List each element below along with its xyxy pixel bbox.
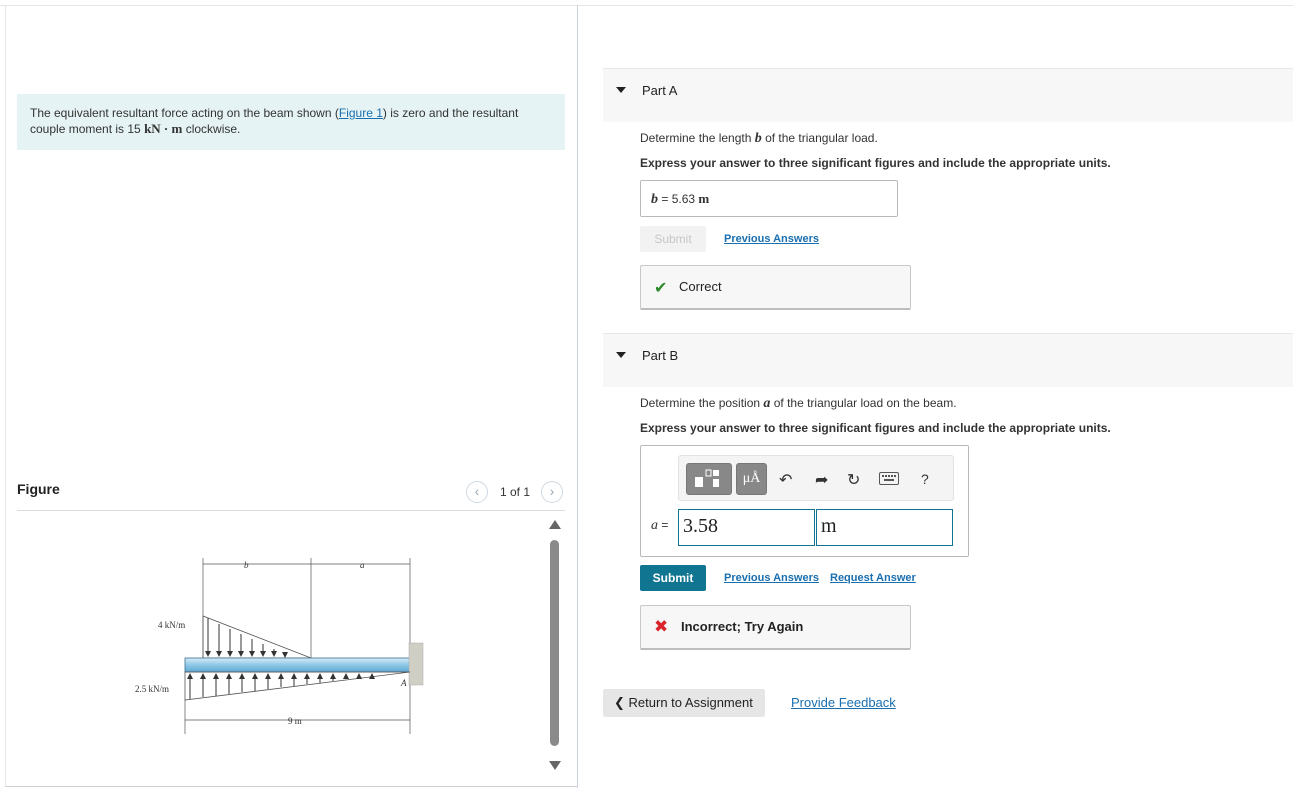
part-a-question	[640, 131, 878, 147]
beam-figure	[120, 548, 440, 738]
part-b-question-text-end: of the triangular load on the beam.	[770, 396, 957, 410]
chevron-left-icon: ❮	[614, 695, 625, 710]
moment-unit: kN · m	[144, 121, 183, 136]
undo-icon[interactable]: ↶	[779, 472, 793, 489]
part-a-answer-var: b	[651, 192, 658, 207]
part-a-answer-unit: m	[698, 191, 710, 206]
keyboard-icon[interactable]	[879, 472, 899, 485]
return-label: Return to Assignment	[628, 695, 753, 710]
part-a-submit-button: Submit	[640, 226, 706, 252]
load-label-bottom: 2.5 kN/m	[135, 684, 170, 694]
reset-icon[interactable]: ↻	[847, 472, 861, 489]
caret-down-icon[interactable]	[616, 87, 626, 93]
redo-icon[interactable]: ➦	[815, 472, 829, 489]
part-a-answer-eq: =	[658, 192, 672, 206]
value-input[interactable]: 3.58	[678, 509, 815, 546]
part-a-feedback-text: Correct	[679, 279, 722, 294]
next-figure-button[interactable]	[541, 481, 563, 503]
request-answer-link[interactable]: Request Answer	[830, 572, 916, 584]
figure-header	[17, 478, 565, 511]
figure-scrollbar[interactable]	[549, 520, 559, 772]
part-b-instructions: Express your answer to three significant figures and include the appropriate units.	[640, 421, 1111, 435]
prev-figure-button[interactable]	[466, 481, 488, 503]
part-a-instructions: Express your answer to three significant figures and include the appropriate units.	[640, 156, 1111, 170]
scroll-down-arrow-icon[interactable]	[549, 761, 561, 770]
checkmark-icon: ✔	[654, 280, 668, 297]
figure-pager: 1 of 1	[500, 485, 531, 499]
chevron-left-icon: ‹	[474, 483, 480, 499]
part-b-question	[640, 396, 957, 412]
problem-statement	[17, 94, 565, 150]
part-a-variable: b	[754, 131, 762, 146]
cross-icon: ✖	[654, 617, 669, 636]
problem-text-1: The equivalent resultant force acting on the beam shown (	[30, 106, 339, 120]
provide-feedback-link[interactable]: Provide Feedback	[791, 695, 896, 710]
part-a-question-text-end: of the triangular load.	[761, 131, 878, 145]
part-b-variable: a	[763, 396, 771, 411]
problem-text-3: clockwise.	[182, 122, 241, 136]
part-a-answer-value: 5.63	[671, 192, 696, 206]
support-label: A	[401, 678, 407, 688]
units-input[interactable]: m	[816, 509, 953, 546]
part-b-answer-label	[651, 518, 668, 534]
problem-text-2: ) is zero and the resultant couple moment is 15	[30, 106, 519, 136]
part-a-header[interactable]	[603, 68, 1293, 122]
scroll-up-arrow-icon[interactable]	[549, 520, 561, 529]
math-toolbar	[678, 455, 954, 501]
part-a-question-text: Determine the length	[640, 131, 755, 145]
part-b-previous-answers-link[interactable]: Previous Answers	[724, 572, 819, 584]
part-b-feedback-text: Incorrect; Try Again	[681, 619, 804, 634]
part-a-feedback	[640, 265, 911, 310]
panel-divider[interactable]	[577, 5, 578, 788]
part-b-submit-button[interactable]: Submit	[640, 565, 706, 591]
units-button[interactable]: μÅ	[736, 463, 767, 495]
return-to-assignment-button[interactable]	[603, 689, 765, 717]
scroll-thumb[interactable]	[550, 540, 559, 746]
figure-title: Figure	[17, 481, 60, 497]
part-b-title: Part B	[642, 348, 679, 363]
part-b-question-text: Determine the position	[640, 396, 764, 410]
part-a-previous-answers-link[interactable]: Previous Answers	[724, 233, 819, 245]
template-button[interactable]	[686, 463, 732, 495]
figure-link[interactable]: Figure 1	[338, 106, 383, 120]
caret-down-icon[interactable]	[616, 352, 626, 358]
template-icon	[687, 464, 731, 494]
part-a-title: Part A	[642, 83, 678, 98]
span-label: 9 m	[288, 716, 302, 726]
load-label-top: 4 kN/m	[158, 620, 186, 630]
part-b-answer-eq: =	[658, 518, 669, 532]
part-b-feedback	[640, 605, 911, 650]
chevron-right-icon: ›	[549, 483, 555, 499]
help-button[interactable]: ?	[921, 471, 929, 487]
dim-label-a: a	[360, 560, 365, 570]
part-b-header[interactable]	[603, 333, 1293, 387]
dim-label-b: b	[244, 560, 249, 570]
part-b-answer-editor	[640, 445, 969, 557]
part-a-answer	[640, 180, 898, 217]
part-b-answer-var: a	[651, 518, 658, 533]
